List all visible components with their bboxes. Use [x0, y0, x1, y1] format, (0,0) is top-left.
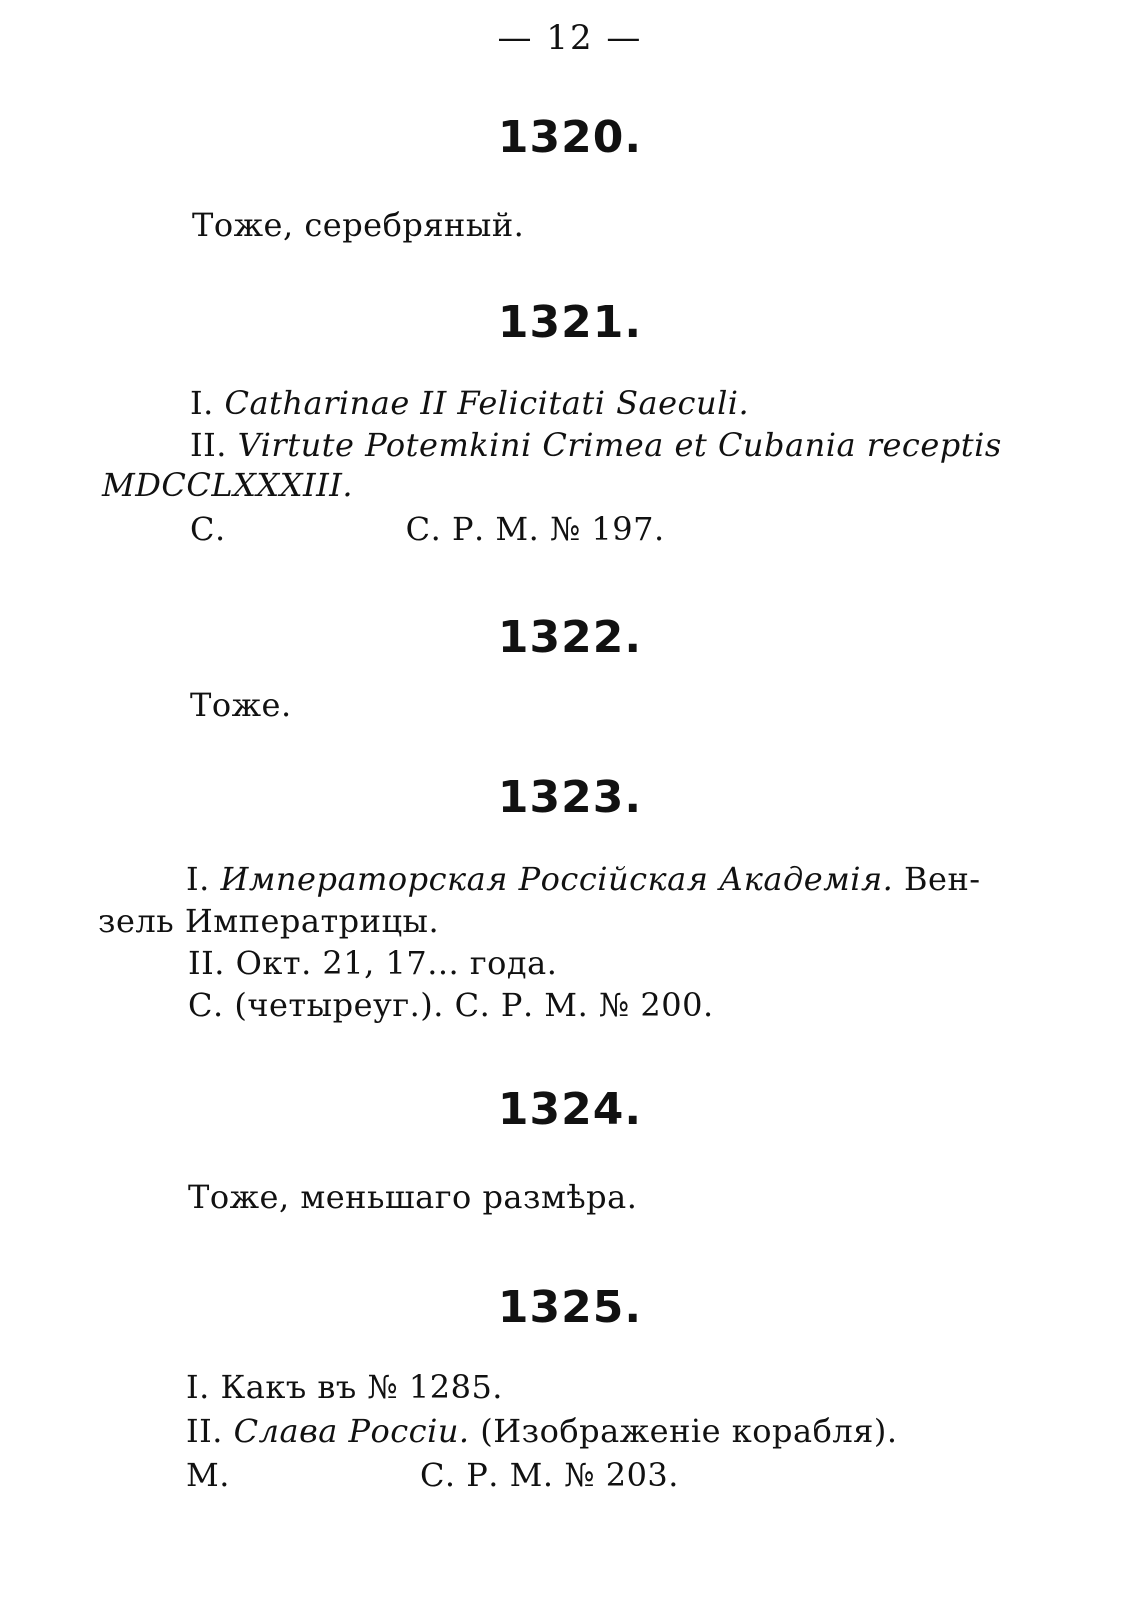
page-number: — 12 —: [497, 18, 643, 58]
reverse-description: (Изображеніе корабля).: [469, 1412, 898, 1450]
entry-1321-line-3: MDCCLXXXIII.: [102, 466, 354, 504]
obverse-marker: I.: [186, 860, 221, 898]
catalog-reference: С. Р. М. № 203.: [419, 1456, 679, 1494]
entry-1323-line-2: зель Императрицы.: [98, 902, 440, 940]
entry-1325-line-1: I. Какъ въ № 1285.: [186, 1368, 503, 1406]
entry-1320-line: Тоже, серебряный.: [192, 206, 525, 244]
obverse-legend: Catharinae II Felicitati Saeculi.: [224, 384, 750, 422]
entry-1321-line-1: [190, 384, 749, 422]
entry-number-1321: 1321.: [497, 297, 643, 348]
metal-code: С.: [190, 510, 226, 548]
reverse-legend: Virtute Potemkini Crimea et Cubania receptis: [237, 426, 1002, 464]
entry-1323-line-4: С. (четыреуг.). С. Р. М. № 200.: [188, 986, 714, 1024]
entry-number-1325: 1325.: [497, 1282, 643, 1333]
entry-number-1322: 1322.: [497, 612, 643, 663]
entry-1321-line-2: [190, 426, 1002, 464]
reverse-marker: II.: [186, 1412, 234, 1450]
entry-number-1323: 1323.: [497, 772, 643, 823]
entry-1321-line-4: [190, 510, 665, 548]
entry-1325-line-2: [186, 1412, 898, 1450]
reverse-legend: Слава Россіи.: [233, 1412, 470, 1450]
entry-1325-line-3: [186, 1456, 679, 1494]
entry-1323-line-1: [186, 860, 981, 898]
obverse-legend: Императорская Россійская Академія.: [220, 860, 894, 898]
obverse-marker: I.: [190, 384, 225, 422]
entry-1323-line-3: II. Окт. 21, 17... года.: [188, 944, 558, 982]
entry-number-1324: 1324.: [497, 1084, 643, 1135]
entry-number-1320: 1320.: [497, 112, 643, 163]
reverse-marker: II.: [190, 426, 238, 464]
catalog-reference: С. Р. М. № 197.: [405, 510, 665, 548]
metal-code: М.: [186, 1456, 230, 1494]
obverse-description: Вен-: [893, 860, 981, 898]
entry-1322-line: Тоже.: [190, 686, 292, 724]
entry-1324-line: Тоже, меньшаго размѣра.: [188, 1178, 638, 1216]
